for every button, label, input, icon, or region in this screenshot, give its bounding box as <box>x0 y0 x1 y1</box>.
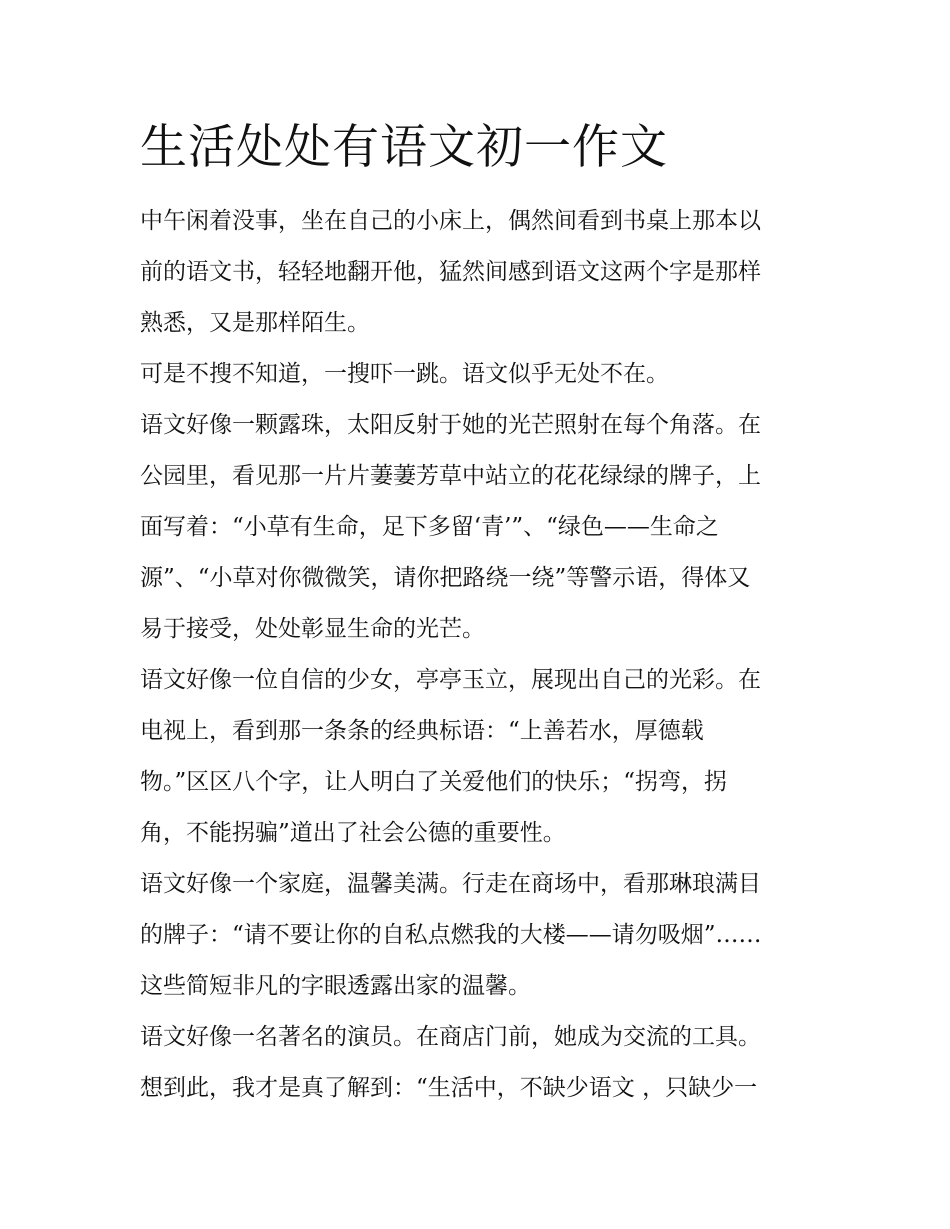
text-line: 语文好像一颗露珠，太阳反射于她的光芒照射在每个角落。在 <box>140 412 761 438</box>
text-line: 角，不能拐骗”道出了社会公德的重要性。 <box>140 820 566 846</box>
text-line: 想到此，我才是真了解到：“生活中，不缺少语文 ，只缺少一 <box>140 1075 758 1101</box>
text-line: 电视上，看到那一条条的经典标语：“上善若水，厚德载 <box>140 718 704 744</box>
text-line: 可是不搜不知道，一搜吓一跳。语文似乎无处不在。 <box>140 361 669 387</box>
text-line: 语文好像一位自信的少女，亭亭玉立，展现出自己的光彩。在 <box>140 667 761 693</box>
text-line: 源”、“小草对你微微笑，请你把路绕一绕”等警示语，得体又 <box>140 565 751 591</box>
text-line: 这些简短非凡的字眼透露出家的温馨。 <box>140 973 531 999</box>
text-line: 语文好像一个家庭，温馨美满。行走在商场中，看那琳琅满目 <box>140 871 761 897</box>
text-line: 物。”区区八个字，让人明白了关爱他们的快乐；“拐弯，拐 <box>140 769 728 795</box>
text-line: 前的语文书，轻轻地翻开他，猛然间感到语文这两个字是那样 <box>140 259 761 285</box>
text-line: 中午闲着没事，坐在自己的小床上，偶然间看到书桌上那本以 <box>140 208 761 234</box>
essay-body <box>140 196 820 1114</box>
text-line: 易于接受，处处彰显生命的光芒。 <box>140 616 485 642</box>
document-title: 生活处处有语文初一作文 <box>140 120 668 175</box>
text-line: 公园里，看见那一片片萋萋芳草中站立的花花绿绿的牌子，上 <box>140 463 761 489</box>
text-line: 面写着：“小草有生命，足下多留‘青’”、“绿色——生命之 <box>140 514 719 540</box>
text-line: 语文好像一名著名的演员。在商店门前，她成为交流的工具。 <box>140 1024 761 1050</box>
text-line: 的牌子：“请不要让你的自私点燃我的大楼——请勿吸烟”…… <box>140 922 762 948</box>
text-line: 熟悉，又是那样陌生。 <box>140 310 370 336</box>
